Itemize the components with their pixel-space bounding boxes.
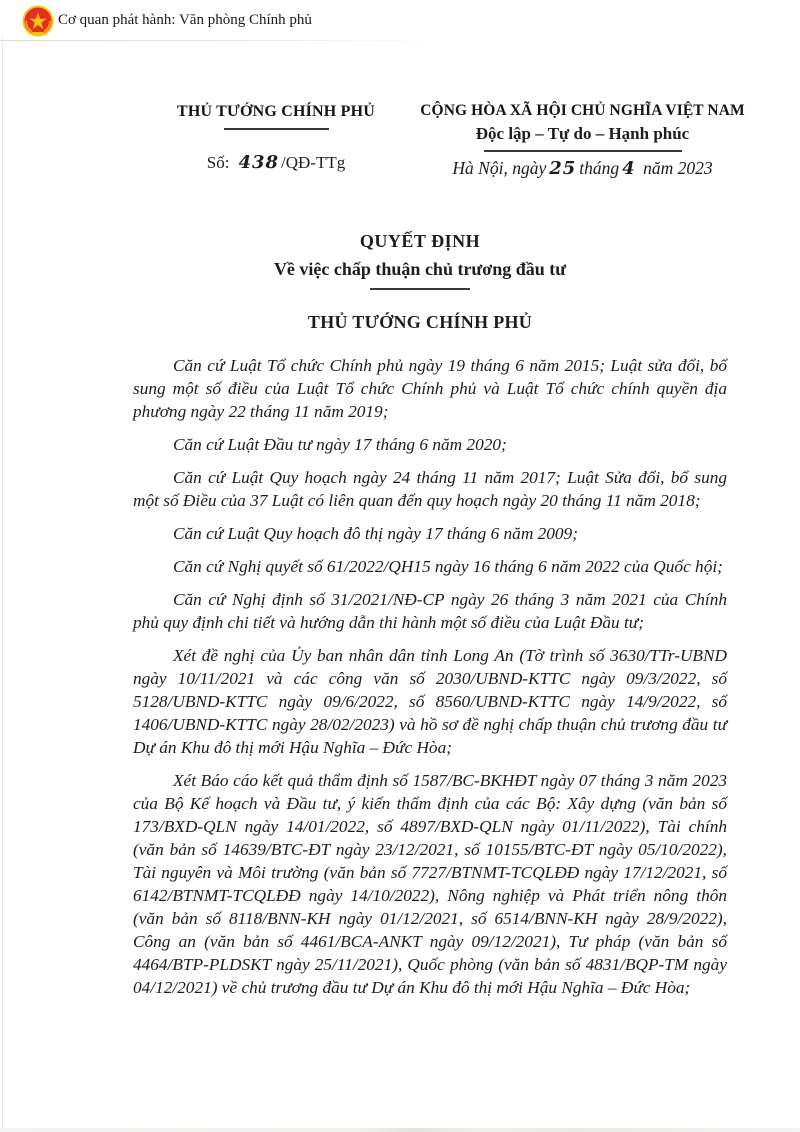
body-paragraph: Xét Báo cáo kết quả thẩm định số 1587/BC-BKHĐT ngày 07 tháng 3 năm 2023 của Bộ Kế hoạch và Đầu tư, ý kiến thẩm định của các Bộ: Xây dựng (văn bản số 173/BXD-QLN ngày 14/01/2022, số 4897/BXD-QLN ngày 01/11/2022), Tài chính (văn bản số 14639/BTC-ĐT ngày 23/12/2021, số 10155/BTC-ĐT ngày 05/10/2022), Tài nguyên và Môi trường (văn bản số 7727/BTNMT-TCQLĐĐ ngày 17/12/2021, số 6142/BTNMT-TCQLĐĐ ngày 14/10/2022), Nông nghiệp và Phát triển nông thôn (văn bản số 8118/BNN-KH ngày 01/12/2021, số 6514/BNN-KH ngày 28/9/2022), Công an (văn bản số 4461/BCA-ANKT ngày 09/12/2021), Tư pháp (văn bản số 4464/BTP-PLDSKT ngày 25/11/2021), Quốc phòng (văn bản số 4831/BQP-TM ngày 04/12/2021) về chủ trương đầu tư Dự án Khu đô thị mới Hậu Nghĩa – Đức Hòa; <box>133 771 727 997</box>
date-month-handwritten: 4 <box>622 157 636 179</box>
place-date-line <box>420 158 745 179</box>
doc-number-handwritten: 438 <box>238 151 280 173</box>
country-name: CỘNG HÒA XÃ HỘI CHỦ NGHĨA VIỆT NAM <box>420 102 745 119</box>
date-mid: tháng <box>579 157 620 178</box>
doc-number-suffix: /QĐ-TTg <box>281 152 346 172</box>
body-paragraph: Căn cứ Luật Quy hoạch đô thị ngày 17 tháng 6 năm 2009; <box>173 524 578 543</box>
document-body <box>133 354 727 1009</box>
body-paragraph: Căn cứ Luật Quy hoạch ngày 24 tháng 11 năm 2017; Luật Sửa đổi, bổ sung một số Điều của 37 Luật có liên quan đến quy hoạch ngày 20 tháng 11 năm 2018; <box>133 468 727 510</box>
issuing-org-name: THỦ TƯỚNG CHÍNH PHỦ <box>176 103 376 120</box>
scan-left-edge <box>2 38 3 1132</box>
issuing-authority: THỦ TƯỚNG CHÍNH PHỦ <box>307 311 533 332</box>
issuing-org-block <box>146 103 406 173</box>
doc-type-title: QUYẾT ĐỊNH <box>359 231 481 251</box>
body-paragraph: Xét đề nghị của Ủy ban nhân dân tỉnh Long An (Tờ trình số 3630/TTr-UBND ngày 10/11/2021 và các công văn số 2030/UBND-KTTC ngày 09/3/2022, số 5128/UBND-KTTC ngày 09/6/2022, số 8560/UBND-KTTC ngày 14/9/2022, số 1406/UBND-KTTC ngày 28/02/2023) và hồ sơ đề nghị chấp thuận chủ trương đầu tư Dự án Khu đô thị mới Hậu Nghĩa – Đức Hòa; <box>133 646 727 757</box>
date-suffix: năm 2023 <box>643 157 713 178</box>
motto-underline <box>484 150 682 152</box>
title-block <box>120 231 720 333</box>
doc-subject: Về việc chấp thuận chủ trương đầu tư <box>273 259 567 279</box>
body-paragraph: Căn cứ Luật Tổ chức Chính phủ ngày 19 tháng 6 năm 2015; Luật sửa đổi, bổ sung một số điều của Luật Tổ chức Chính phủ và Luật Tổ chức chính quyền địa phương ngày 22 tháng 11 năm 2019; <box>133 356 727 421</box>
issuing-org-underline <box>224 128 329 130</box>
national-motto: Độc lập – Tự do – Hạnh phúc <box>475 124 690 143</box>
date-prefix: Hà Nội, ngày <box>452 157 547 178</box>
body-paragraph: Căn cứ Nghị quyết số 61/2022/QH15 ngày 16 tháng 6 năm 2022 của Quốc hội; <box>173 557 723 576</box>
national-header-block <box>420 102 745 179</box>
doc-number-prefix: Số: <box>206 152 230 172</box>
body-paragraph: Căn cứ Nghị định số 31/2021/NĐ-CP ngày 26 tháng 3 năm 2021 của Chính phủ quy định chi tiết và hướng dẫn thi hành một số điều của Luật Đầu tư; <box>133 590 727 632</box>
issuer-bar <box>0 0 800 40</box>
doc-number-line <box>146 152 406 173</box>
issuer-bar-divider <box>0 40 440 41</box>
date-day-handwritten: 25 <box>549 157 577 179</box>
vietnam-national-emblem-icon <box>22 5 54 37</box>
scan-bottom-edge <box>0 1128 800 1132</box>
body-paragraph: Căn cứ Luật Đầu tư ngày 17 tháng 6 năm 2020; <box>173 435 507 454</box>
title-underline <box>370 288 470 290</box>
issuer-label: Cơ quan phát hành: Văn phòng Chính phủ <box>58 11 312 28</box>
